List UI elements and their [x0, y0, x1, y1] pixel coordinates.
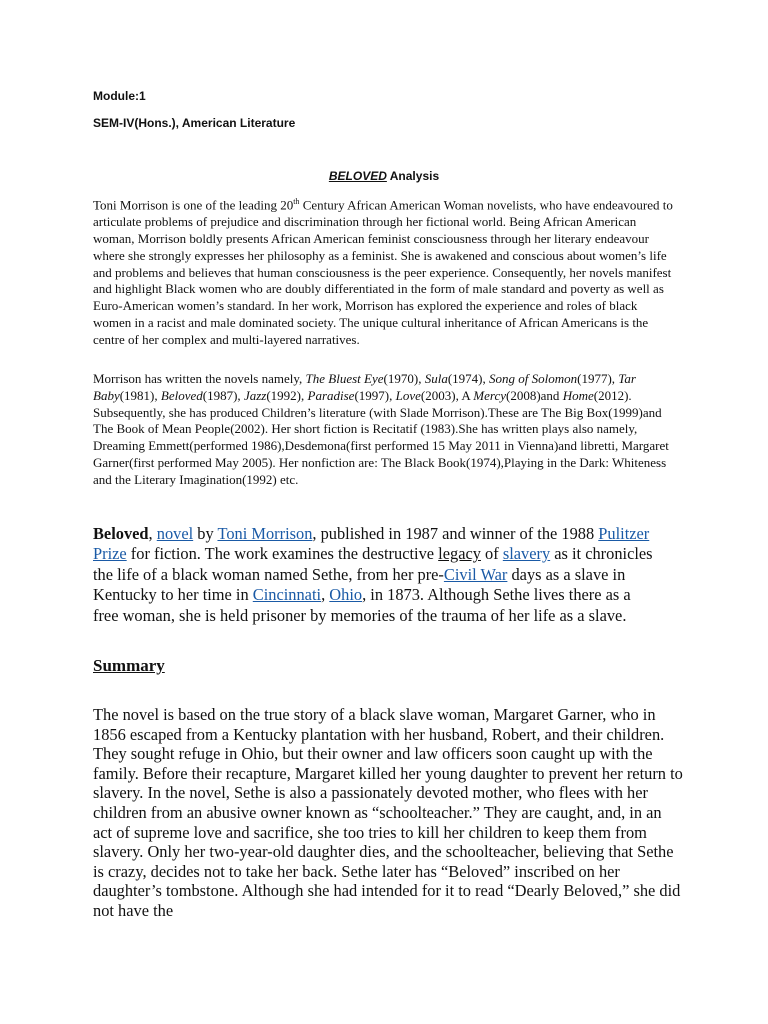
- overview-text: ,: [321, 585, 330, 605]
- works-text: (1981),: [119, 387, 161, 403]
- link-novel[interactable]: novel: [156, 524, 194, 543]
- title-beloved: BELOVED: [328, 169, 387, 183]
- works-text: (2008)and: [506, 387, 563, 403]
- title-tar-baby: Tar Baby: [93, 371, 636, 403]
- link-toni-morrison[interactable]: Toni Morrison: [217, 524, 313, 543]
- overview-text: ,: [148, 524, 157, 543]
- works-lead: Morrison has written the novels namely,: [93, 371, 306, 386]
- works-text: (2012). Subsequently, she has produced Children’s literature (with Slade Morrison).These are The Big Box(1999)and The Book of Mean People(2002). Her short fiction is Recitatif (1983).She has written plays also namely, Dreaming Emmett(performed 1986),Desdemona(first performed 15 May 2011 in Vienna)and libretti, Margaret Garner(first performed May 2005). Her nonfiction are: The Black Book(1974),Playing in the Dark: Whiteness and the Literary Imagination(1992) etc.: [93, 387, 669, 487]
- works-text: (1992),: [266, 387, 308, 403]
- title-sula: Sula: [424, 371, 448, 386]
- title-home: Home: [562, 387, 594, 403]
- title-song-of-solomon: Song of Solomon: [489, 371, 578, 386]
- intro-superscript: th: [293, 197, 300, 206]
- overview-text: for fiction. The work examines the destructive: [126, 544, 439, 564]
- summary-heading: Summary: [93, 656, 165, 675]
- link-civil-war[interactable]: Civil War: [443, 564, 508, 584]
- works-text: (1987),: [202, 387, 244, 403]
- overview-bold-title: Beloved: [93, 524, 149, 543]
- title-beloved-work: Beloved: [160, 387, 203, 403]
- title-jazz: Jazz: [243, 387, 267, 403]
- link-slavery[interactable]: slavery: [502, 544, 551, 564]
- works-text: (1974),: [447, 371, 489, 386]
- overview-text: , published in 1987 and winner of the 1988: [312, 524, 599, 543]
- title-analysis: Analysis: [386, 169, 440, 183]
- link-ohio[interactable]: Ohio: [329, 585, 363, 605]
- intro-text-b: Century African American Woman novelists, who have endeavoured to articulate problems of prejudice and discrimination through her fictional world. Being African American woman, Morrison boldly presents African American feminist consciousness through her literary endeavour where she strongly expresses her philosophy as a feminist. She is awakened and conscious about women’s life and problems and believes that human consciousness is the peer experience. Consequently, her novels manifest and highlight Black women who are doubly differentiated in the form of male standard and poverty as well as Euro-American women’s standard. In her work, Morrison has explored the experience and roles of black women in a racist and male dominated society. The unique cultural inheritance of African Americans is the centre of her complex and multi-layered narratives.: [93, 197, 673, 347]
- overview-text: by: [193, 524, 218, 543]
- works-paragraph: [93, 371, 678, 489]
- title-bluest-eye: The Bluest Eye: [305, 371, 384, 386]
- overview-paragraph: [93, 524, 653, 626]
- works-text: (2003), A: [420, 387, 474, 403]
- overview-text: of: [480, 544, 503, 564]
- link-cincinnati[interactable]: Cincinnati: [252, 585, 322, 605]
- title-love: Love: [395, 387, 421, 403]
- document-title: [0, 169, 768, 183]
- summary-paragraph: The novel is based on the true story of a black slave woman, Margaret Garner, who in 1856 escaped from a Kentucky plantation with her husband, Robert, and their children. They sought refuge in Ohio, but their owner and law officers soon caught up with the family. Before their recapture, Margaret killed her young daughter to prevent her return to slavery. In the novel, Sethe is also a passionately devoted mother, who flees with her children from an abusive owner known as “schoolteacher.” They are caught, and, in an act of supreme love and sacrifice, she too tries to kill her children to keep them from slavery. Only her two-year-old daughter dies, and the schoolteacher, believing that Sethe is crazy, decides not to take her back. Sethe later has “Beloved” inscribed on her daughter’s tombstone. Although she had intended for it to read “Dearly Beloved,” she did not have the: [93, 705, 683, 920]
- legacy-term[interactable]: legacy: [438, 544, 481, 564]
- intro-paragraph: [93, 194, 678, 349]
- overview-text: , in 1873. Although Sethe lives there as a free woman, she is held prisoner by memories of the trauma of her life as a slave.: [93, 585, 631, 625]
- link-pulitzer-prize[interactable]: Pulitzer Prize: [93, 524, 650, 564]
- intro-text-a: Toni Morrison is one of the leading 20: [93, 197, 294, 213]
- overview-text: as it chronicles the life of a black woman named Sethe, from her pre-: [93, 544, 653, 584]
- works-text: (1997),: [354, 387, 396, 403]
- title-mercy: Mercy: [473, 387, 506, 403]
- module-label: Module:1: [93, 89, 146, 103]
- semester-label: SEM-IV(Hons.), American Literature: [93, 116, 296, 130]
- title-paradise: Paradise: [307, 387, 355, 403]
- overview-text: days as a slave in Kentucky to her time in: [93, 564, 626, 605]
- works-text: (1977),: [577, 371, 619, 386]
- works-text: (1970),: [383, 371, 425, 386]
